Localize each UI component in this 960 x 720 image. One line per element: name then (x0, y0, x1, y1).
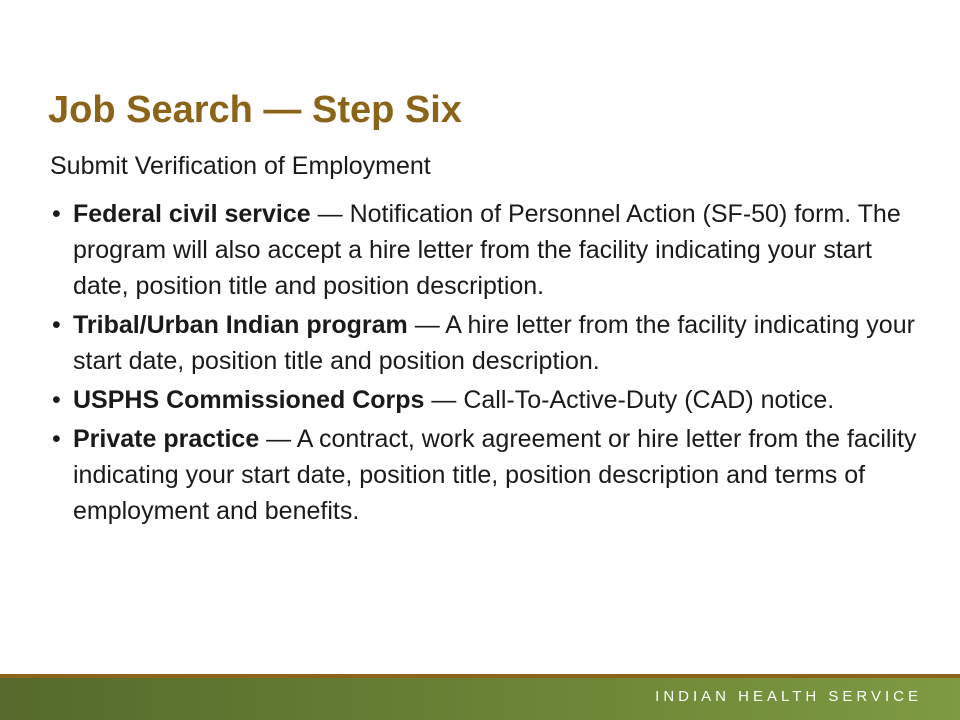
slide-title: Job Search — Step Six (48, 89, 462, 131)
bullet-icon: • (52, 425, 61, 453)
bullet-text: — Call-To-Active-Duty (CAD) notice. (424, 386, 835, 414)
bullet-text: — A hire letter from the facility indicating your start date, position title and position description. (73, 311, 915, 375)
bullet-icon: • (52, 311, 61, 339)
bullet-item-tribal-urban-indian-program (48, 307, 928, 379)
bullet-lead: Private practice (73, 425, 260, 453)
bullet-text: — Notification of Personnel Action (SF-50) form. The program will also accept a hire letter from the facility indicating your start date, position title and position description. (73, 200, 901, 300)
bullet-item-private-practice (48, 421, 928, 529)
bullet-icon: • (52, 386, 61, 414)
slide-subtitle: Submit Verification of Employment (50, 152, 431, 180)
bullet-item-usphs-commissioned-corps (48, 382, 928, 418)
bullet-icon: • (52, 200, 61, 228)
bullet-item-federal-civil-service (48, 196, 928, 304)
bullet-lead: Federal civil service (73, 200, 311, 228)
bullet-lead: USPHS Commissioned Corps (73, 386, 425, 414)
bullet-lead: Tribal/Urban Indian program (73, 311, 408, 339)
bullet-list (48, 196, 928, 532)
bullet-text: — A contract, work agreement or hire letter from the facility indicating your start date, position title, position description and terms of employment and benefits. (73, 425, 917, 525)
footer-org-name: INDIAN HEALTH SERVICE (655, 688, 922, 705)
footer-divider (0, 674, 960, 678)
